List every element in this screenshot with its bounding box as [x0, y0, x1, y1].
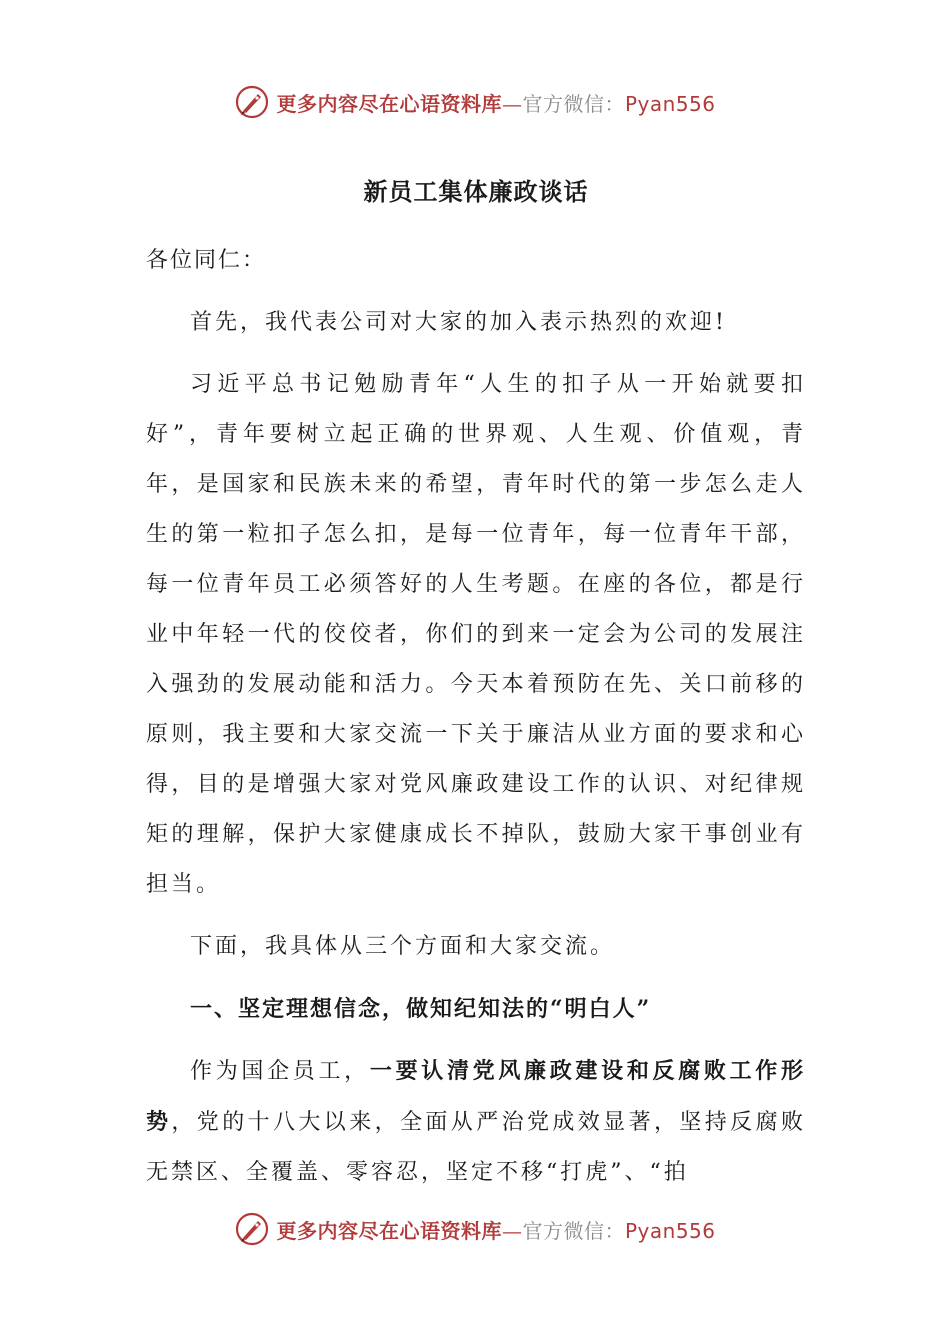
section-heading-1: 一、坚定理想信念，做知纪知法的“明白人” — [190, 996, 652, 1022]
fountain-pen-logo-icon — [234, 84, 270, 120]
watermark-account: Pyan556 — [624, 1218, 716, 1243]
document-title: 新员工集体廉政谈话 — [363, 177, 589, 206]
salutation: 各位同仁： — [146, 248, 267, 273]
watermark-text — [276, 88, 715, 117]
paragraph-transition: 下面，我具体从三个方面和大家交流。 — [190, 934, 616, 959]
paragraph-section-1-emphasis: 一要认清党风廉政建设和反腐败工作形势 — [146, 1058, 806, 1135]
watermark-banner-top — [0, 80, 950, 124]
watermark-banner-bottom — [0, 1207, 950, 1251]
paragraph-welcome: 首先，我代表公司对大家的加入表示热烈的欢迎! — [190, 310, 727, 335]
paragraph-section-1-intro: 作为国企员工， — [190, 1059, 370, 1084]
watermark-prefix: 更多内容尽在心语资料库 — [276, 1218, 502, 1243]
watermark-dash: — — [501, 91, 523, 116]
paragraph-intro: 习近平总书记勉励青年“人生的扣子从一开始就要扣好”，青年要树立起正确的世界观、人生观、价值观，青年，是国家和民族未来的希望，青年时代的第一步怎么走人生的第一粒扣子怎么扣，是每一位青年，每一位青年干部，每一位青年员工必须答好的人生考题。在座的各位，都是行业中年轻一代的佼佼者，你们的到来一定会为公司的发展注入强劲的发展动能和活力。今天本着预防在先、关口前移的原则，我主要和大家交流一下关于廉洁从业方面的要求和心得，目的是增强大家对党风廉政建设工作的认识、对纪律规矩的理解，保护大家健康成长不掉队，鼓励大家干事创业有担当。 — [146, 372, 806, 897]
paragraph-section-1 — [146, 1046, 806, 1198]
watermark-text — [276, 1215, 715, 1244]
watermark-dash: — — [501, 1218, 523, 1243]
document-body — [146, 170, 806, 1210]
watermark-label: 官方微信： — [522, 91, 625, 116]
fountain-pen-logo-icon — [234, 1211, 270, 1247]
watermark-prefix: 更多内容尽在心语资料库 — [276, 91, 502, 116]
watermark-label: 官方微信： — [522, 1218, 625, 1243]
watermark-account: Pyan556 — [624, 91, 716, 116]
paragraph-section-1-rest: ，党的十八大以来，全面从严治党成效显著，坚持反腐败无禁区、全覆盖、零容忍，坚定不移“打虎”、“拍 — [146, 1110, 806, 1185]
